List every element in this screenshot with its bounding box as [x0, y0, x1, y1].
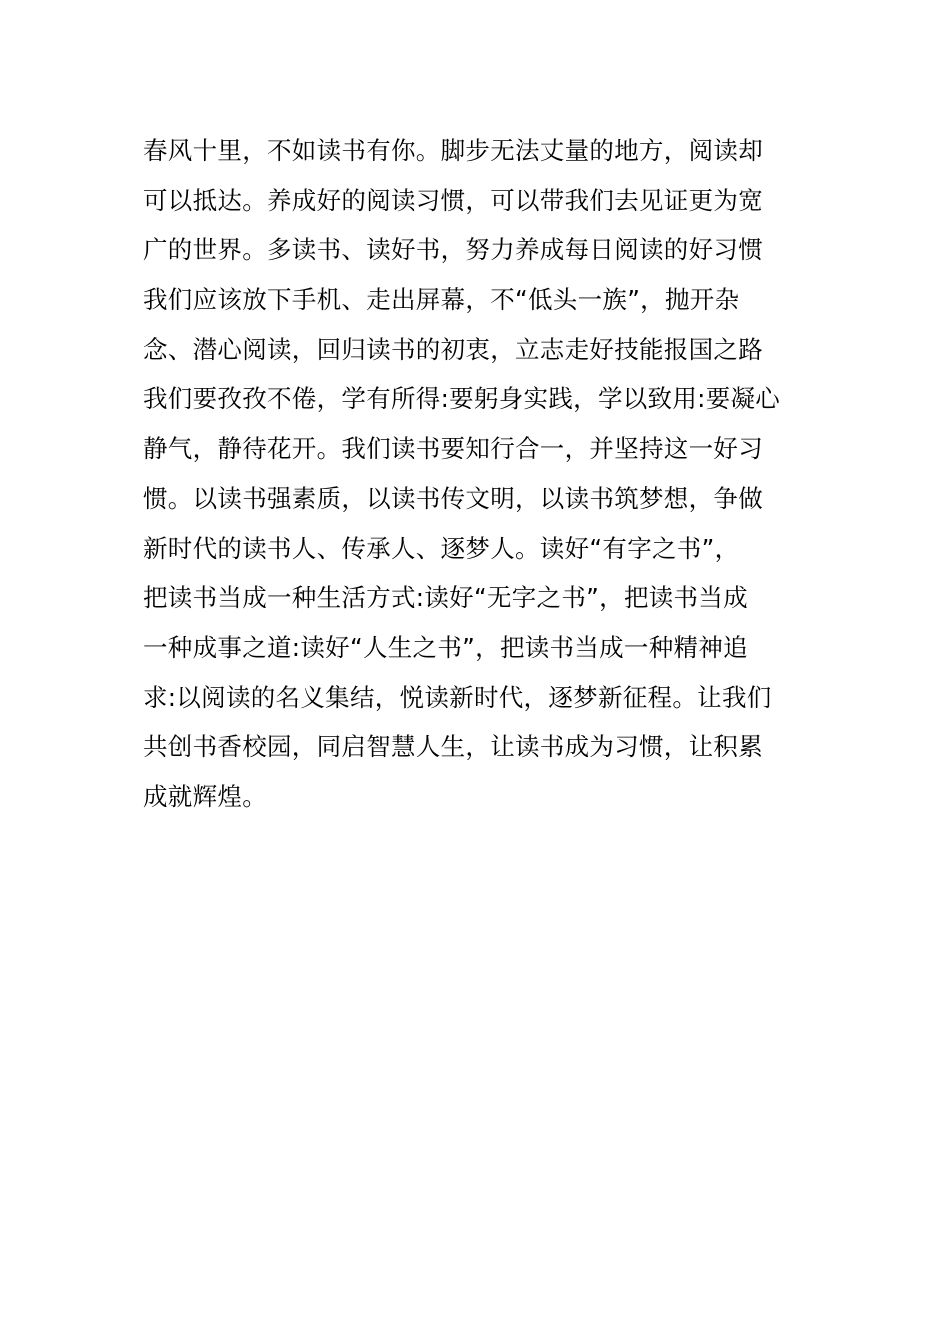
text-line: 春风十里，不如读书有你。脚步无法丈量的地方，阅读却 [143, 136, 763, 165]
text-line: 广的世界。多读书、读好书，努力养成每日阅读的好习惯 [143, 235, 763, 265]
text-line: 可以抵达。养成好的阅读习惯，可以带我们去见证更为宽 [143, 185, 763, 215]
text-line: 一种成事之道:读好“人生之书”，把读书当成一种精神追 [143, 632, 748, 662]
text-line: 把读书当成一种生活方式:读好“无字之书”，把读书当成 [143, 583, 748, 613]
text-line: 我们应该放下手机、走出屏幕，不“低头一族”，抛开杂 [143, 285, 740, 315]
body-paragraph [143, 126, 813, 822]
text-line: 我们要孜孜不倦，学有所得:要躬身实践，学以致用:要凝心 [143, 384, 781, 414]
text-line: 惯。以读书强素质，以读书传文明，以读书筑梦想，争做 [143, 483, 763, 513]
text-line: 成就辉煌。 [143, 781, 267, 811]
text-line: 求:以阅读的名义集结，悦读新时代，逐梦新征程。让我们 [143, 682, 772, 712]
text-line: 新时代的读书人、传承人、逐梦人。读好“有字之书”， [143, 533, 740, 563]
text-line: 念、潜心阅读，回归读书的初衷，立志走好技能报国之路 [143, 334, 763, 364]
text-line: 共创书香校园，同启智慧人生，让读书成为习惯，让积累 [143, 732, 763, 762]
text-line: 静气，静待花开。我们读书要知行合一，并坚持这一好习 [143, 434, 763, 464]
